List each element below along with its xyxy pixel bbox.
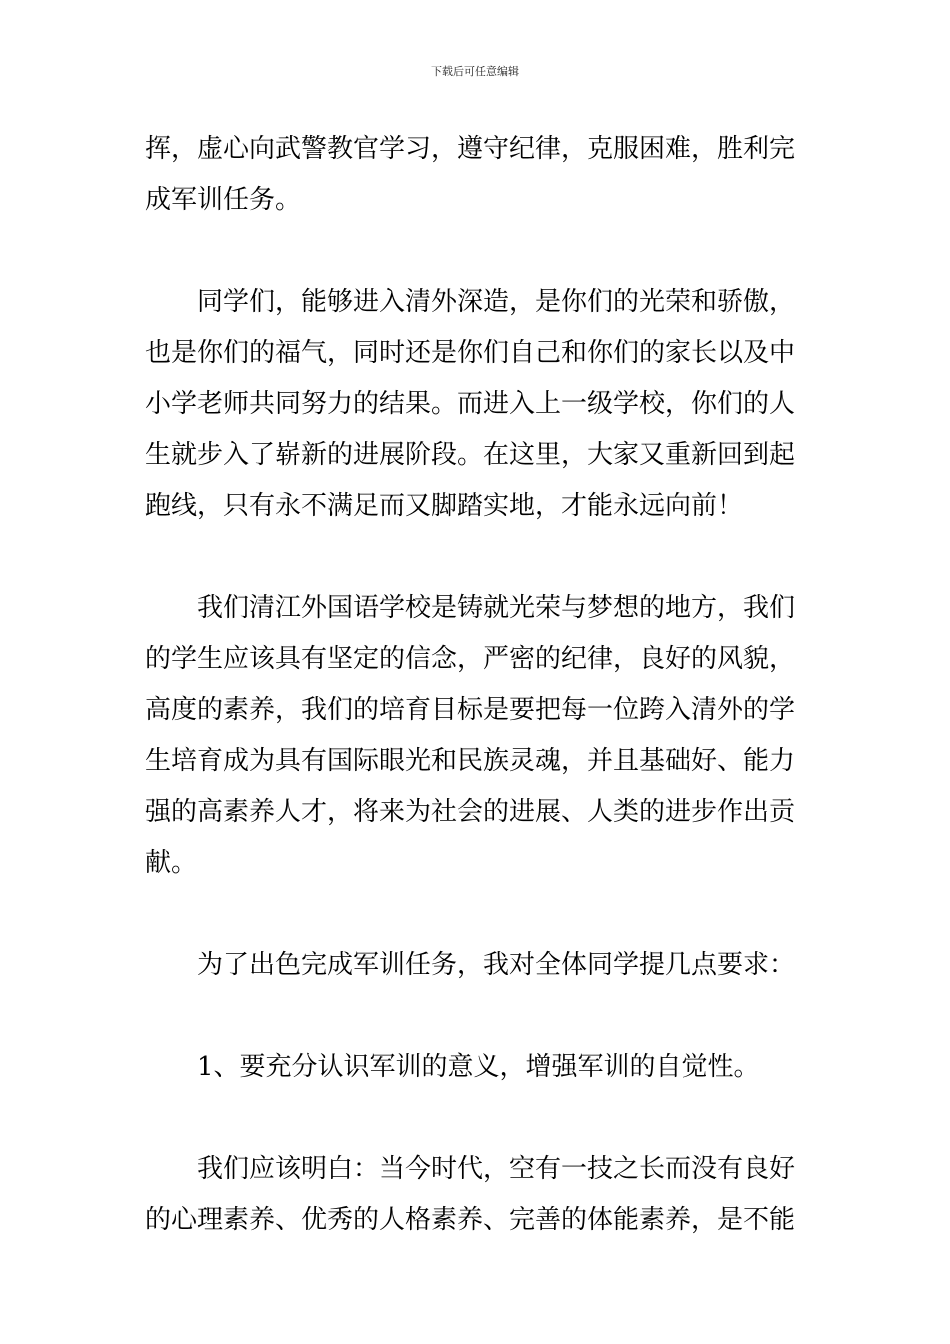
text-line: 的心理素养、优秀的人格素养、完善的体能素养，是不能 <box>145 1205 796 1235</box>
text-line: 挥，虚心向武警教官学习，遵守纪律，克服困难，胜利完 <box>145 134 796 164</box>
paragraph-spacing <box>145 889 810 940</box>
page-header: 下载后可任意编辑 <box>431 65 519 78</box>
text-line: 高度的素养，我们的培育目标是要把每一位跨入清外的学 <box>145 695 796 725</box>
paragraph-spacing <box>145 226 810 277</box>
text-line: 我们清江外国语学校是铸就光荣与梦想的地方，我们 <box>197 593 796 623</box>
text-line: 我们应该明白：当今时代，空有一技之长而没有良好 <box>197 1154 796 1184</box>
text-line: 生培育成为具有国际眼光和民族灵魂，并且基础好、能力 <box>145 746 796 776</box>
text-line: 成军训任务。 <box>145 185 302 215</box>
text-line: 小学老师共同努力的结果。而进入上一级学校，你们的人 <box>145 389 796 419</box>
text-line: 强的高素养人才，将来为社会的进展、人类的进步作出贡 <box>145 797 796 827</box>
paragraph <box>145 940 810 991</box>
text-line: 跑线，只有永不满足而又脚踏实地，才能永远向前！ <box>145 491 744 521</box>
paragraph-spacing <box>145 532 810 583</box>
paragraph-spacing <box>145 991 810 1042</box>
paragraph <box>145 1144 810 1246</box>
text-line: 同学们，能够进入清外深造，是你们的光荣和骄傲， <box>197 287 796 317</box>
paragraph-spacing <box>145 1093 810 1144</box>
text-line: 的学生应该具有坚定的信念，严密的纪律，良好的风貌， <box>145 644 796 674</box>
paragraph <box>145 1042 810 1093</box>
paragraph <box>145 277 810 532</box>
paragraph <box>145 124 810 226</box>
text-line: 1、要充分认识军训的意义，增强军训的自觉性。 <box>197 1052 760 1082</box>
document-body <box>145 124 810 1246</box>
text-line: 献。 <box>145 848 198 878</box>
paragraph <box>145 583 810 889</box>
text-line: 为了出色完成军训任务，我对全体同学提几点要求： <box>197 950 796 980</box>
text-line: 也是你们的福气，同时还是你们自己和你们的家长以及中 <box>145 338 796 368</box>
text-line: 生就步入了崭新的进展阶段。在这里，大家又重新回到起 <box>145 440 796 470</box>
